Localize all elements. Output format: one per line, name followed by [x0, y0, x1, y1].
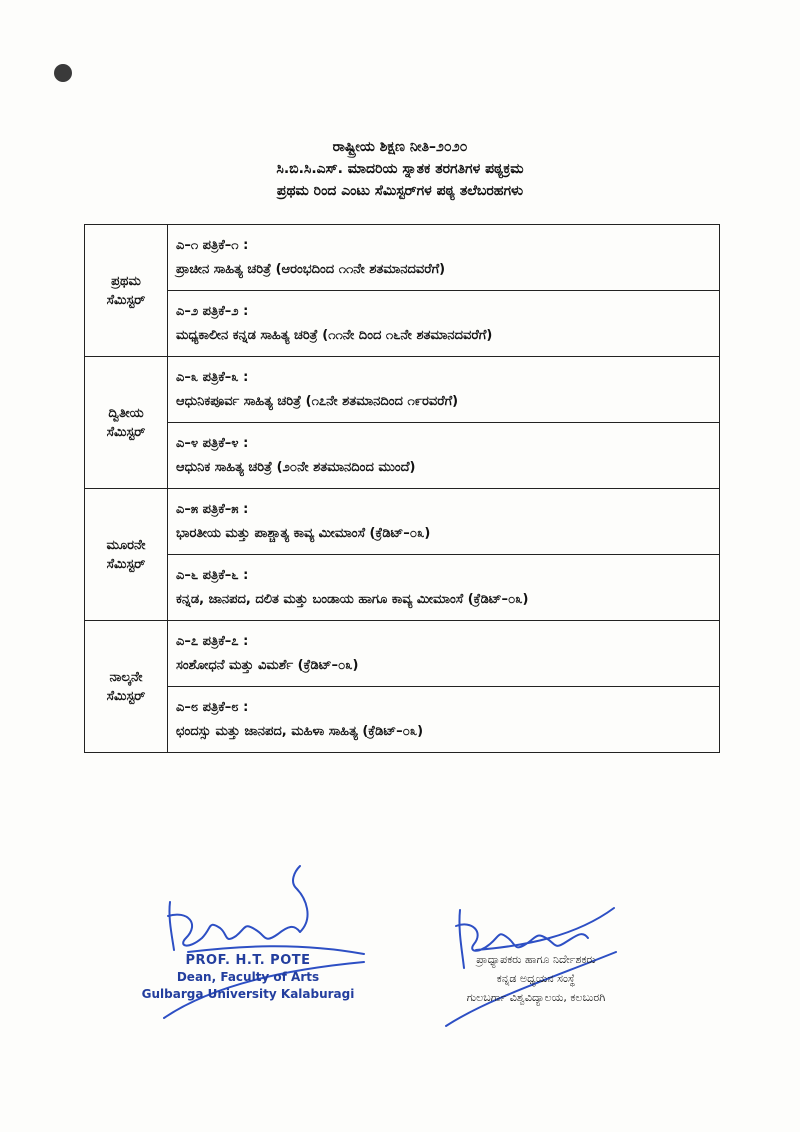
director-stamp: [416, 950, 656, 1007]
document-heading: [0, 136, 800, 202]
paper-code: ಎ–೫ ಪತ್ರಿಕೆ–೫ :: [176, 501, 249, 517]
semester-label: ದ್ವಿತೀಯ: [108, 405, 144, 421]
paper-title: ಛಂದಸ್ಸು ಮತ್ತು ಜಾನಪದ, ಮಹಿಳಾ ಸಾಹಿತ್ಯ (ಕ್ರೆಡಿಟ್–೦೩): [176, 723, 424, 739]
director-department: ಕನ್ನಡ ಅಧ್ಯಯನ ಸಂಸ್ಥೆ: [496, 972, 576, 985]
paper-title: ಪ್ರಾಚೀನ ಸಾಹಿತ್ಯ ಚರಿತ್ರೆ (ಆರಂಭದಿಂದ ೧೧ನೇ ಶತಮಾನದವರೆಗೆ): [176, 261, 446, 277]
table-row: [85, 489, 720, 555]
dean-designation: Dean, Faculty of Arts: [176, 970, 320, 984]
paper-code: ಎ–೨ ಪತ್ರಿಕೆ–೨ :: [176, 303, 249, 319]
semester-cell: [85, 357, 168, 489]
punch-hole: [54, 64, 72, 82]
heading-line-2: ಸಿ.ಬಿ.ಸಿ.ಎಸ್. ಮಾದರಿಯ ಸ್ನಾತಕ ತರಗತಿಗಳ ಪಠ್ಯಕ್ರಮ: [276, 161, 524, 177]
dean-institution: Gulbarga University Kalaburagi: [141, 987, 355, 1001]
heading-line-3: ಪ್ರಥಮ ರಿಂದ ಎಂಟು ಸೆಮಿಸ್ಟರ್‌ಗಳ ಪಠ್ಯ ತಲೆಬರಹಗಳು: [276, 183, 524, 199]
paper-title: ಆಧುನಿಕಪೂರ್ವ ಸಾಹಿತ್ಯ ಚರಿತ್ರೆ (೧೭ನೇ ಶತಮಾನದಿಂದ ೧೯ರವರೆಗೆ): [176, 393, 459, 409]
table-row: [85, 423, 720, 489]
paper-title: ಆಧುನಿಕ ಸಾಹಿತ್ಯ ಚರಿತ್ರೆ (೨೦ನೇ ಶತಮಾನದಿಂದ ಮುಂದೆ): [176, 459, 416, 475]
paper-code: ಎ–೭ ಪತ್ರಿಕೆ–೭ :: [176, 633, 249, 649]
paper-cell: [168, 225, 720, 291]
paper-cell: [168, 489, 720, 555]
dean-name: PROF. H.T. POTE: [185, 953, 311, 968]
paper-code: ಎ–೧ ಪತ್ರಿಕೆ–೧ :: [176, 237, 249, 253]
dean-signature-block: [128, 858, 368, 1028]
paper-code: ಎ–೬ ಪತ್ರಿಕೆ–೬ :: [176, 567, 249, 583]
semester-word: ಸೆಮಿಸ್ಟರ್: [106, 556, 146, 572]
paper-code: ಎ–೩ ಪತ್ರಿಕೆ–೩ :: [176, 369, 249, 385]
semester-cell: [85, 621, 168, 753]
director-signature-block: [416, 880, 656, 1030]
paper-cell: [168, 291, 720, 357]
table-row: [85, 621, 720, 687]
table-row: [85, 555, 720, 621]
paper-cell: [168, 423, 720, 489]
semester-word: ಸೆಮಿಸ್ಟರ್: [106, 424, 146, 440]
paper-cell: [168, 621, 720, 687]
paper-code: ಎ–೮ ಪತ್ರಿಕೆ–೮ :: [176, 699, 249, 715]
paper-cell: [168, 555, 720, 621]
semester-label: ಮೂರನೇ: [106, 537, 146, 553]
paper-cell: [168, 687, 720, 753]
semester-cell: [85, 489, 168, 621]
paper-title: ಮಧ್ಯಕಾಲೀನ ಕನ್ನಡ ಸಾಹಿತ್ಯ ಚರಿತ್ರೆ (೧೧ನೇ ದಿಂದ ೧೬ನೇ ಶತಮಾನದವರೆಗೆ): [176, 327, 493, 343]
paper-cell: [168, 357, 720, 423]
paper-code: ಎ–೪ ಪತ್ರಿಕೆ–೪ :: [176, 435, 249, 451]
semester-cell: [85, 225, 168, 357]
table-row: [85, 357, 720, 423]
semester-label: ಪ್ರಥಮ: [111, 273, 141, 289]
table-row: [85, 687, 720, 753]
dean-stamp: [128, 952, 368, 1003]
director-designation: ಪ್ರಾಧ್ಯಾಪಕರು ಹಾಗೂ ನಿರ್ದೇಶಕರು: [476, 953, 596, 966]
paper-title: ಭಾರತೀಯ ಮತ್ತು ಪಾಶ್ಚಾತ್ಯ ಕಾವ್ಯ ಮೀಮಾಂಸೆ (ಕ್ರೆಡಿಟ್–೦೩): [176, 525, 431, 541]
director-institution: ಗುಲಬರ್ಗಾ ವಿಶ್ವವಿದ್ಯಾಲಯ, ಕಲಬುರಗಿ: [466, 991, 606, 1004]
table-row: [85, 225, 720, 291]
semester-word: ಸೆಮಿಸ್ಟರ್: [106, 292, 146, 308]
paper-title: ಸಂಶೋಧನೆ ಮತ್ತು ವಿಮರ್ಶೆ (ಕ್ರೆಡಿಟ್–೦೩): [176, 657, 359, 673]
semester-word: ಸೆಮಿಸ್ಟರ್: [106, 688, 146, 704]
semester-label: ನಾಲ್ಕನೇ: [109, 669, 143, 685]
table-row: [85, 291, 720, 357]
syllabus-table: [84, 224, 720, 753]
heading-line-1: ರಾಷ್ಟ್ರೀಯ ಶಿಕ್ಷಣ ನೀತಿ–೨೦೨೦: [332, 139, 468, 155]
paper-title: ಕನ್ನಡ, ಜಾನಪದ, ದಲಿತ ಮತ್ತು ಬಂಡಾಯ ಹಾಗೂ ಕಾವ್ಯ ಮೀಮಾಂಸೆ (ಕ್ರೆಡಿಟ್–೦೩): [176, 591, 529, 607]
